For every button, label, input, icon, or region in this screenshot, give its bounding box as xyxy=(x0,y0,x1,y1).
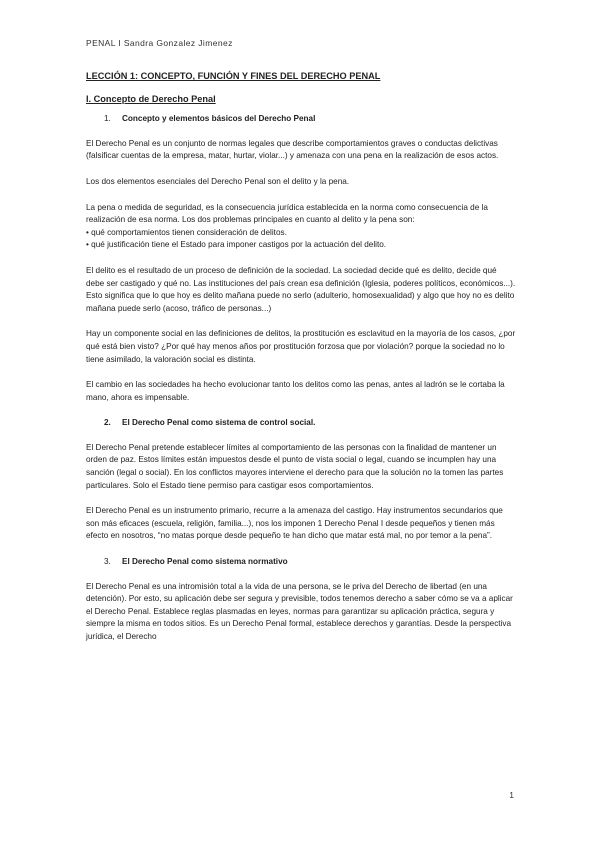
list-item: • qué comportamientos tienen consideración de delitos. xyxy=(86,227,516,240)
section-heading: I. Concepto de Derecho Penal xyxy=(86,93,216,104)
subsection-title: El Derecho Penal como sistema normativo xyxy=(122,557,288,567)
paragraph: El Derecho Penal es un instrumento primario, recurre a la amenaza del castigo. Hay instrumentos secundarios que son más eficaces (escuela, religión, familia...), nos los imponen 1 Derecho Penal I desde pequeños y tienen más efecto en nosotros, “no matas porque desde pequeño te han dicho que matar está mal, no por temor a la pena”. xyxy=(86,506,503,541)
paragraph: Los dos elementos esenciales del Derecho Penal son el delito y la pena. xyxy=(86,176,350,186)
subsection-number: 3. xyxy=(104,557,111,567)
paragraph: El cambio en las sociedades ha hecho evolucionar tanto los delitos como las penas, antes al ladrón se le cortaba la mano, ahora es impensable. xyxy=(86,380,505,402)
subsection-number: 2. xyxy=(104,418,111,428)
lesson-title: LECCIÓN 1: CONCEPTO, FUNCIÓN Y FINES DEL DERECHO PENAL xyxy=(86,71,381,81)
subsection-number: 1. xyxy=(104,114,111,124)
paragraph: El Derecho Penal pretende establecer límites al comportamiento de las personas con la finalidad de mantener un orden de paz. Estos límites están impuestos desde el punto de vista social o legal, cuando se incumplen hay una sanción (legal o social). En los conflictos mayores interviene el derecho para que la solución no la tomen las partes particulares. Solo el Estado tiene permiso para castigar esos comportamientos. xyxy=(86,442,504,490)
paragraph: El Derecho Penal es un conjunto de normas legales que describe comportamientos graves o conductas delictivas (falsificar cuentas de la empresa, matar, hurtar, violar...) y amenaza con una pena en la realización de esos actos. xyxy=(86,138,499,161)
paragraph xyxy=(86,202,516,227)
list-item: • qué justificación tiene el Estado para imponer castigos por la actuación del delito. xyxy=(86,239,516,252)
subsection-title: El Derecho Penal como sistema de control social. xyxy=(122,418,316,428)
paragraph-text: La pena o medida de seguridad, es la consecuencia jurídica establecida en la norma como consecuencia de la realización de esa norma. Los dos problemas principales en cuanto al delito y la pena son: xyxy=(86,202,488,225)
bullet-list xyxy=(86,227,516,252)
subsection-heading-2 xyxy=(86,417,516,430)
document-body xyxy=(86,70,516,657)
paragraph: El Derecho Penal es una intromisión total a la vida de una persona, se le priva del Derecho de libertad (en una detención). Por esto, su aplicación debe ser segura y previsible, todos tenemos derecho a saber cómo se va a aplicar el Derecho Penal. Establece reglas plasmadas en leyes, normas para garantizar su aplicación práctica, segura y siempre la misma en todos sitios. Es un Derecho Penal formal, establece derechos y garantías. Desde la perspectiva jurídica, el Derecho xyxy=(86,581,513,641)
paragraph: Hay un componente social en las definiciones de delitos, la prostitución es esclavitud en la mayoría de los casos, ¿por qué está bien visto? ¿Por qué hay menos años por prostitución forzosa que por violación? porque la sociedad no lo tiene asimilado, la valoración social es distinta. xyxy=(86,329,516,364)
subsection-heading-1 xyxy=(86,113,516,126)
subsection-title: Concepto y elementos básicos del Derecho Penal xyxy=(122,114,316,124)
running-header: PENAL I Sandra Gonzalez Jimenez xyxy=(86,38,233,48)
subsection-heading-3 xyxy=(86,556,516,569)
paragraph: El delito es el resultado de un proceso de definición de la sociedad. La sociedad decide qué es delito, decide qué debe ser castigado y qué no. Las instituciones del país crean esa definición (Iglesia, poderes políticos, económicos...). Esto significa que lo que hoy es delito mañana puede no serlo (adulterio, homosexualidad) y algo que hoy no es delito mañana puede serlo (acoso, tráfico de personas...) xyxy=(86,265,516,313)
page-number: 1 xyxy=(509,790,514,800)
